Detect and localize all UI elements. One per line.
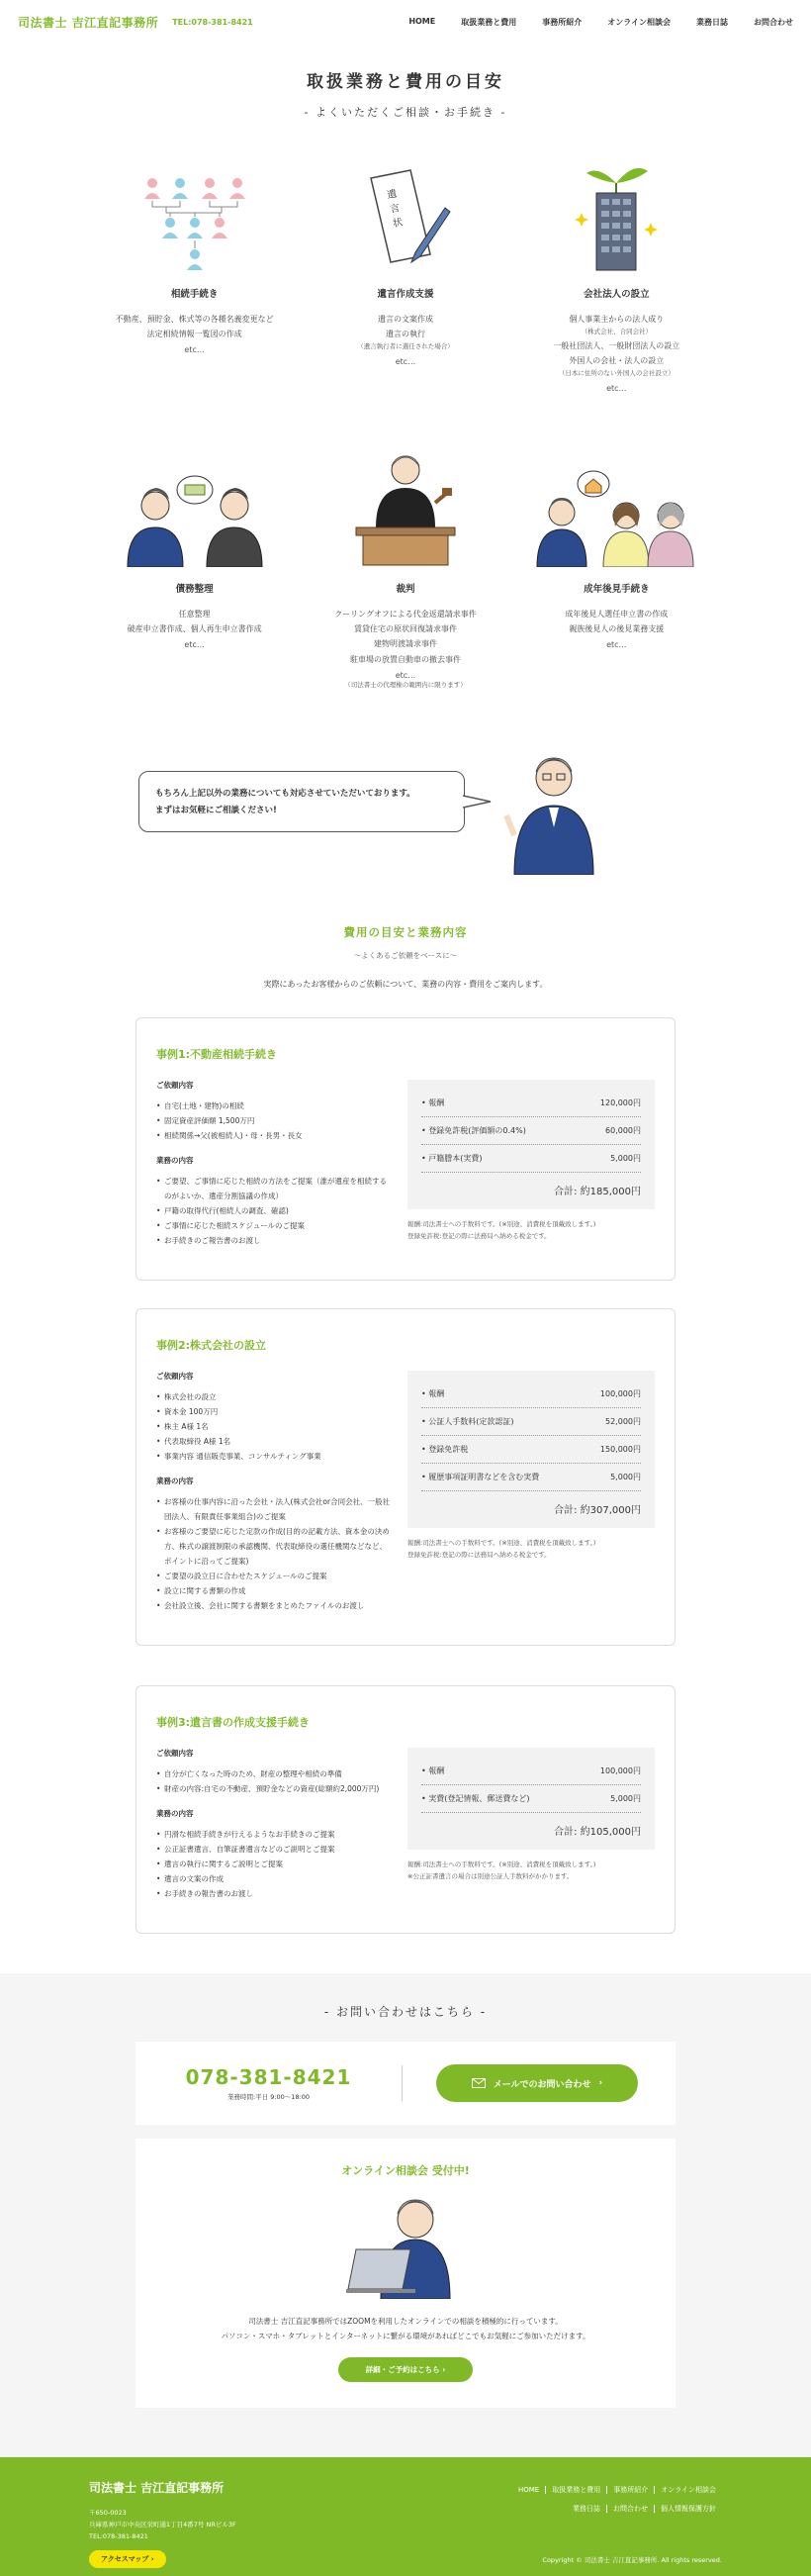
chevron-right-icon: › xyxy=(598,2078,603,2089)
detail-reserve-button[interactable]: 詳細・ご予約はこちら › xyxy=(338,2357,474,2382)
service-line: 法定相続情報一覧図の作成 xyxy=(146,330,242,339)
fee-amount: 60,000円 xyxy=(605,1126,641,1136)
fee-amount: 120,000円 xyxy=(599,1098,641,1108)
service-line: 遺言の執行 xyxy=(385,330,425,339)
request-heading: ご依頼内容 xyxy=(156,1372,194,1382)
service-title: 裁判 xyxy=(396,583,415,595)
mail-icon xyxy=(472,2078,486,2088)
list-item: • 設立に関する書類の作成 xyxy=(156,1583,394,1598)
bubble-tail-icon xyxy=(463,794,493,813)
fee-notes xyxy=(407,1860,655,1882)
service-line: クーリングオフによる代金返還請求事件 xyxy=(334,609,477,619)
online-consult-illustration xyxy=(346,2190,465,2299)
will-document-illustration xyxy=(300,153,510,272)
fee-label: • 報酬 xyxy=(421,1097,444,1108)
nav-contact[interactable]: お問合わせ xyxy=(754,17,793,27)
fee-total: 合計: 約307,000円 xyxy=(554,1505,641,1517)
fee-total: 合計: 約185,000円 xyxy=(554,1187,641,1198)
fee-label: • 報酬 xyxy=(421,1765,444,1776)
phone-number[interactable]: 078-381-8421 xyxy=(185,2065,352,2090)
service-line: 一般社団法人、一般財団法人の設立 xyxy=(553,340,680,350)
fee-label: • 実費(登記情報、郵送費など) xyxy=(421,1793,530,1804)
service-court xyxy=(300,448,510,697)
fee-row xyxy=(421,1464,641,1491)
fee-row xyxy=(421,1117,641,1145)
fees-title: 費用の目安と業務内容 xyxy=(343,925,468,940)
fee-note: 報酬:司法書士への手数料です。(※別途、消費税を頂戴致します。) xyxy=(407,1539,596,1548)
lawyer-illustration xyxy=(499,746,608,875)
request-list xyxy=(156,1098,394,1143)
nav-online[interactable]: オンライン相談会 xyxy=(607,17,671,27)
footer-nav-office[interactable]: 事務所紹介 xyxy=(606,2486,654,2494)
case-card xyxy=(135,1017,676,1281)
service-title: 債務整理 xyxy=(175,583,214,595)
fee-amount: 5,000円 xyxy=(610,1154,641,1164)
fee-notes xyxy=(407,1219,655,1242)
list-item: • 固定資産評価額 1,500万円 xyxy=(156,1113,394,1128)
service-note: （司法書士の代理権の範囲内に限ります） xyxy=(344,680,467,689)
case-title: 事例2:株式会社の設立 xyxy=(156,1339,267,1353)
list-item: • 公正証書遺言、自筆証書遺言などのご説明とご提案 xyxy=(156,1842,394,1857)
footer-zip: 〒650-0023 xyxy=(89,2509,127,2518)
fees-intro: 実際にあったお客様からのご依頼について、業務の内容・費用をご案内します。 xyxy=(263,980,548,990)
list-item: • 代表取締役 A様 1名 xyxy=(156,1434,394,1449)
list-item: • 事業内容 通信販売事業、コンサルティング事業 xyxy=(156,1449,394,1464)
fees-subtitle: 〜よくあるご依頼をベースに〜 xyxy=(353,951,458,961)
service-company xyxy=(511,153,722,399)
list-item: • お客様のご要望に応じた定款の作成(目的の記載方法、資本金の決め方、株式の譲渡制限の承認機関、代表取締役の選任機関などなど、ポイントに沿ってご提案) xyxy=(156,1524,394,1569)
copyright: Copyright © 司法書士 吉江直記事務所. All rights reserved. xyxy=(542,2556,722,2565)
request-heading: ご依頼内容 xyxy=(156,1081,194,1091)
list-item: • 戸籍の取得代行(相続人の調査、確認) xyxy=(156,1203,394,1218)
service-note: （遺言執行者に選任された場合） xyxy=(357,342,454,351)
fee-row xyxy=(421,1758,641,1785)
case-card xyxy=(135,1685,676,1934)
footer-nav-blog[interactable]: 業務日誌 xyxy=(573,2504,600,2513)
guardianship-illustration xyxy=(511,448,722,567)
service-line: 任意整理 xyxy=(178,609,211,619)
online-title: オンライン相談会 受付中! xyxy=(341,2164,470,2178)
list-item: • お手続きの報告書のお渡し xyxy=(156,1886,394,1901)
list-item: • ご要望、ご事情に応じた相続の方法をご提案（誰が遺産を相続するのがよいか、遺産分割協議の作成） xyxy=(156,1174,394,1203)
fee-row xyxy=(421,1381,641,1408)
list-item: • 株主 A様 1名 xyxy=(156,1419,394,1434)
phone-block xyxy=(135,2065,403,2101)
fee-amount: 52,000円 xyxy=(605,1417,641,1427)
service-etc: etc… xyxy=(395,357,416,367)
service-note: （株式会社、合同会社） xyxy=(581,328,653,336)
footer-tel[interactable]: TEL:078-381-8421 xyxy=(89,2531,148,2540)
work-heading: 業務の内容 xyxy=(156,1156,194,1166)
business-hours: 業務時間:平日 9:00〜18:00 xyxy=(226,2093,311,2102)
service-line: 駐車場の放置自動車の撤去事件 xyxy=(349,654,461,664)
list-item: • 自分が亡くなった時のため、財産の整理や相続の準備 xyxy=(156,1766,394,1781)
fee-label: • 登録免許税(評価額の0.4%) xyxy=(421,1125,526,1136)
services-grid xyxy=(89,153,722,697)
footer-logo[interactable]: 司法書士 吉江直記事務所 xyxy=(89,2481,225,2496)
service-line: 建物明渡請求事件 xyxy=(373,639,437,649)
bubble-line: まずはお気軽にご相談ください! xyxy=(155,806,277,816)
work-heading: 業務の内容 xyxy=(156,1809,194,1819)
fee-row xyxy=(421,1436,641,1464)
list-item: • 資本金 100万円 xyxy=(156,1404,394,1419)
fee-label: • 登録免許税 xyxy=(421,1444,468,1455)
list-item: • お手続きのご報告書のお渡し xyxy=(156,1233,394,1248)
fee-amount: 100,000円 xyxy=(599,1389,641,1399)
service-etc: etc… xyxy=(184,345,205,355)
contact-title: - お問い合わせはこちら - xyxy=(323,2005,488,2020)
service-line: 賃貸住宅の原状回復請求事件 xyxy=(353,624,457,634)
footer-nav-privacy[interactable]: 個人情報保護方針 xyxy=(654,2505,722,2513)
svg-text:状: 状 xyxy=(392,217,405,231)
mail-contact-button[interactable] xyxy=(436,2064,638,2102)
service-etc: etc… xyxy=(606,640,627,650)
service-line: 親族後見人の後見業務支援 xyxy=(569,624,665,634)
service-title: 遺言作成支援 xyxy=(377,289,434,300)
fee-label: • 履歴事項証明書などを含む実費 xyxy=(421,1472,539,1482)
service-etc: etc… xyxy=(606,383,627,393)
service-title: 相続手続き xyxy=(170,289,219,300)
service-title: 成年後見手続き xyxy=(584,583,650,595)
list-item: • 自宅(土地・建物)の相続 xyxy=(156,1098,394,1113)
list-item: • 相続関係→父(被相続人)・母・長男・長女 xyxy=(156,1128,394,1143)
work-list xyxy=(156,1494,394,1613)
service-inheritance xyxy=(89,153,300,399)
case-card xyxy=(135,1308,676,1646)
site-footer xyxy=(0,2457,811,2576)
fee-amount: 5,000円 xyxy=(610,1794,641,1804)
fee-amount: 150,000円 xyxy=(599,1445,641,1455)
service-title: 会社法人の設立 xyxy=(584,289,650,300)
service-will xyxy=(300,153,510,399)
fee-table xyxy=(407,1371,655,1528)
request-heading: ご依頼内容 xyxy=(156,1749,194,1759)
fee-amount: 100,000円 xyxy=(599,1766,641,1776)
case-title: 事例1:不動産相続手続き xyxy=(156,1048,278,1062)
service-line: 不動産、預貯金、株式等の各種名義変更など xyxy=(115,315,274,324)
service-line: 破産申立書作成、個人再生申立書作成 xyxy=(127,624,262,634)
fee-note: 報酬:司法書士への手数料です。(※別途、消費税を頂戴致します。) xyxy=(407,1220,596,1229)
contact-box xyxy=(135,2042,676,2125)
fee-note: 登録免許税:登記の際に法務局へ納める税金です。 xyxy=(407,1551,551,1560)
global-nav xyxy=(408,17,793,28)
mail-button-label: メールでのお問い合わせ xyxy=(493,2079,591,2090)
speech-bubble xyxy=(138,771,465,832)
work-heading: 業務の内容 xyxy=(156,1477,194,1486)
service-line: 成年後見人選任申立書の作成 xyxy=(565,609,669,619)
case-title: 事例3:遺言書の作成支援手続き xyxy=(156,1716,311,1730)
list-item: • 遺言の文案の作成 xyxy=(156,1871,394,1886)
service-line: 外国人の会社・法人の設立 xyxy=(569,356,665,366)
service-etc: etc… xyxy=(184,640,205,650)
fee-table xyxy=(407,1748,655,1850)
building-illustration xyxy=(511,153,722,272)
list-item: • 遺言の執行に関するご説明とご提案 xyxy=(156,1857,394,1871)
fee-row xyxy=(421,1145,641,1173)
fee-table xyxy=(407,1080,655,1209)
fee-total: 合計: 約105,000円 xyxy=(554,1827,641,1839)
service-etc: etc… xyxy=(395,670,416,680)
contact-section xyxy=(0,1973,811,2457)
fee-label: • 公証人手数料(定款認証) xyxy=(421,1416,514,1427)
bubble-line: もちろん上記以外の業務についても対応させていただいております。 xyxy=(155,789,415,800)
svg-text:遺: 遺 xyxy=(386,188,399,202)
request-list xyxy=(156,1389,394,1464)
fee-label: • 報酬 xyxy=(421,1388,444,1399)
access-map-button[interactable]: アクセスマップ › xyxy=(89,2550,166,2568)
request-list xyxy=(156,1766,394,1796)
fee-note: 報酬:司法書士への手数料です。(※別途、消費税を頂戴致します。) xyxy=(407,1860,596,1869)
list-item: • 株式会社の設立 xyxy=(156,1389,394,1404)
judge-illustration xyxy=(300,448,510,567)
fee-amount: 5,000円 xyxy=(610,1473,641,1482)
fee-row xyxy=(421,1408,641,1436)
fee-note: 登録免許税:登記の際に法務局へ納める税金です。 xyxy=(407,1232,551,1241)
online-description xyxy=(155,2314,656,2343)
debt-consultation-illustration xyxy=(89,448,300,567)
footer-street: 兵庫県神戸市中央区栄町通1丁目4番7号 NRビル3F xyxy=(89,2521,236,2529)
fee-row xyxy=(421,1090,641,1117)
nav-blog[interactable]: 業務日誌 xyxy=(696,17,728,27)
site-logo[interactable]: 司法書士 吉江直記事務所 xyxy=(18,15,159,30)
site-header xyxy=(0,0,811,44)
list-item: • ご要望の設立日に合わせたスケジュールのご提案 xyxy=(156,1569,394,1583)
page-subtitle: - よくいただくご相談・お手続き - xyxy=(304,106,507,119)
online-consult-box xyxy=(135,2139,676,2408)
nav-office[interactable]: 事務所紹介 xyxy=(542,17,583,27)
fee-notes xyxy=(407,1538,655,1561)
footer-nav-online[interactable]: オンライン相談会 xyxy=(654,2486,722,2494)
service-line: 遺言の文案作成 xyxy=(377,315,433,324)
header-tel[interactable]: TEL:078-381-8421 xyxy=(172,17,253,27)
fee-label: • 戸籍謄本(実費) xyxy=(421,1153,483,1164)
list-item: • ご事情に応じた相続スケジュールのご提案 xyxy=(156,1218,394,1233)
footer-nav-services[interactable]: 取扱業務と費用 xyxy=(545,2486,606,2494)
footer-nav-home[interactable]: HOME xyxy=(517,2486,540,2495)
svg-text:言: 言 xyxy=(389,202,402,216)
list-item: • 会社設立後、会社に関する書類をまとめたファイルのお渡し xyxy=(156,1598,394,1613)
nav-services[interactable]: 取扱業務と費用 xyxy=(461,17,517,27)
family-tree-illustration xyxy=(89,153,300,272)
service-note: （日本に住所のない外国人の会社設立） xyxy=(558,369,675,378)
online-line: 司法書士 吉江直記事務所ではZOOMを利用したオンラインでの相談を積極的に行っています。 xyxy=(248,2317,563,2327)
footer-nav-contact[interactable]: お問合わせ xyxy=(606,2505,654,2513)
work-list xyxy=(156,1174,394,1248)
service-guardianship xyxy=(511,448,722,697)
service-debt xyxy=(89,448,300,697)
nav-home[interactable]: HOME xyxy=(408,16,436,26)
work-list xyxy=(156,1827,394,1901)
service-line: 個人事業主からの法人成り xyxy=(569,315,665,324)
fee-row xyxy=(421,1785,641,1813)
online-line: パソコン・スマホ・タブレットとインターネットに繋がる環境があればどこでもお気軽にご参加いただけます。 xyxy=(221,2332,590,2341)
fee-note: ※公正証書遺言の場合は別途公証人手数料がかかります。 xyxy=(407,1872,574,1881)
consult-banner xyxy=(89,746,722,875)
list-item: • 財産の内容:自宅の不動産、預貯金などの資産(総額約2,000万円) xyxy=(156,1781,394,1796)
page-title: 取扱業務と費用の目安 xyxy=(307,72,504,92)
list-item: • 円滑な相続手続きが行えるようなお手続きのご提案 xyxy=(156,1827,394,1842)
footer-nav xyxy=(512,2481,722,2517)
list-item: • お客様の仕事内容に沿った会社・法人(株式会社or合同会社、一般社団法人、有限責任事業組合)のご提案 xyxy=(156,1494,394,1524)
